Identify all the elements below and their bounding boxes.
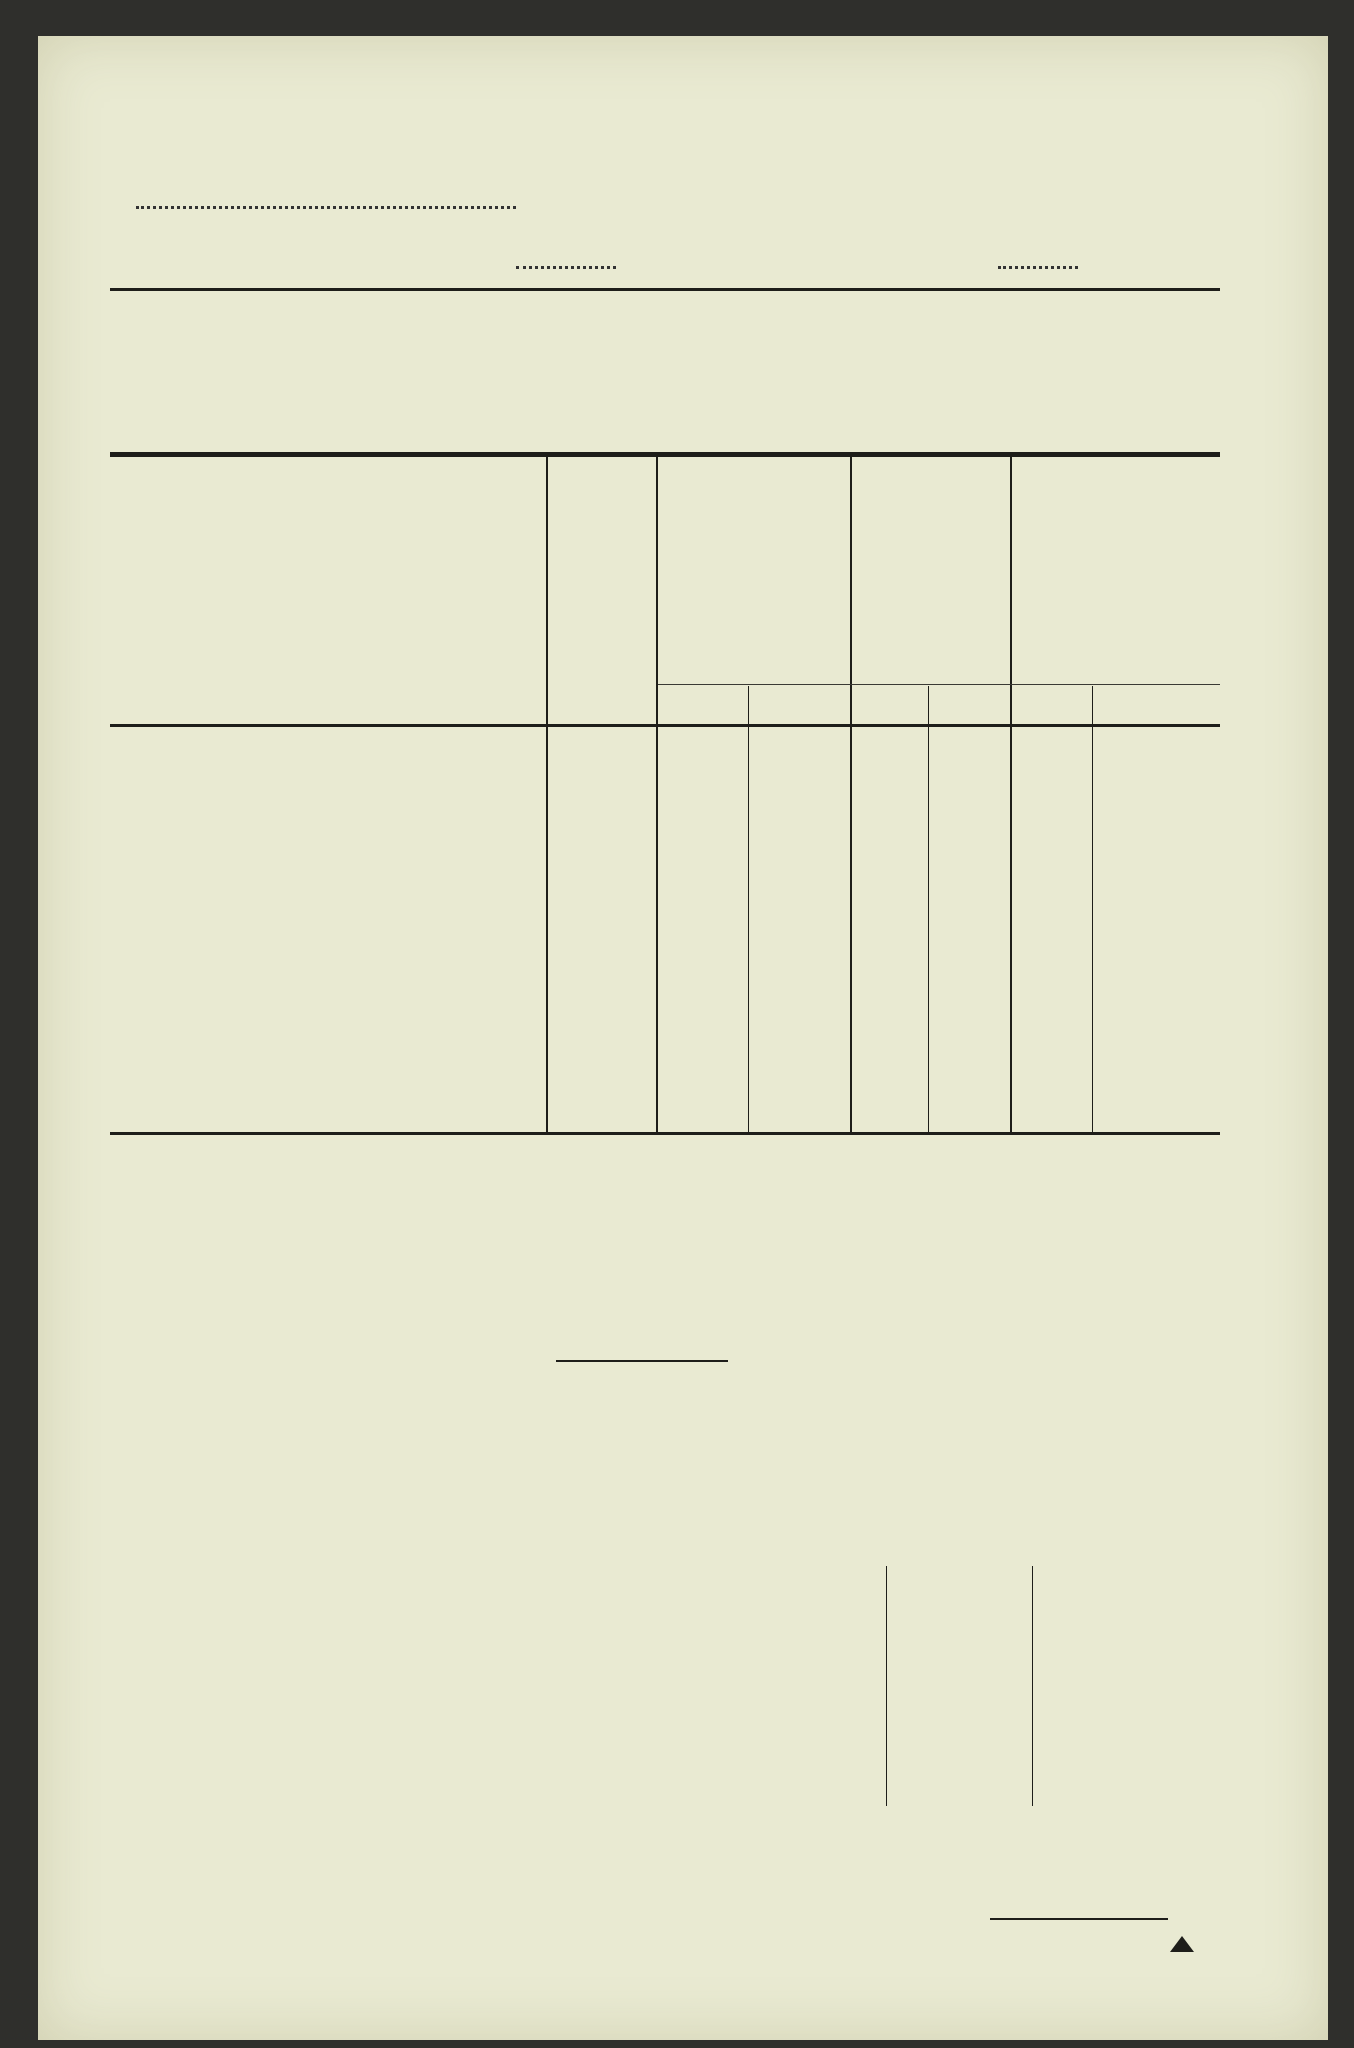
section-divider xyxy=(556,1360,728,1362)
kreds-dotted-line xyxy=(516,266,616,269)
table-header-rule xyxy=(110,724,1220,727)
page-turn-arrow-icon xyxy=(1170,1936,1194,1952)
col-divider-a xyxy=(850,456,852,1132)
col-divider-c-mk xyxy=(1092,686,1093,1132)
vend-rule xyxy=(990,1918,1168,1920)
col-divider-num xyxy=(656,456,658,1132)
col-divider-b-mk xyxy=(928,686,929,1132)
col-divider-b xyxy=(1010,456,1012,1132)
col-divider-names xyxy=(546,456,548,1132)
header-divider xyxy=(110,288,1220,291)
lower-col-divider-1 xyxy=(886,1566,887,1806)
herred-dotted-line xyxy=(136,206,516,209)
table-bottom-rule xyxy=(110,1132,1220,1135)
mk-subheader-rule xyxy=(658,684,1220,685)
header-c xyxy=(1012,480,1218,488)
census-form-sheet xyxy=(38,36,1328,2040)
lower-col-divider-2 xyxy=(1032,1566,1033,1806)
antal-dotted-line xyxy=(998,266,1078,269)
col-divider-a-mk xyxy=(748,686,749,1132)
table-top-rule xyxy=(110,452,1220,457)
header-a xyxy=(660,480,848,502)
